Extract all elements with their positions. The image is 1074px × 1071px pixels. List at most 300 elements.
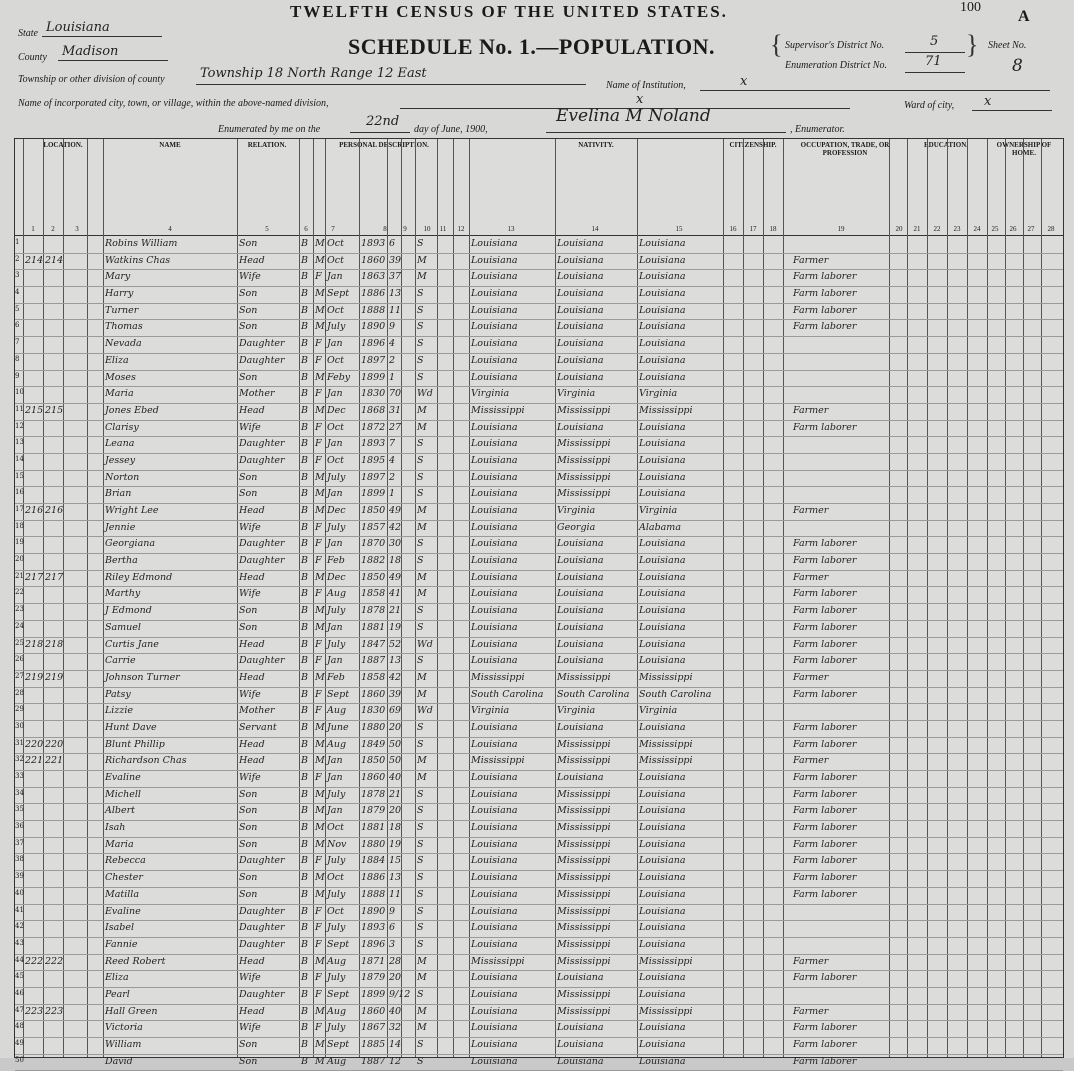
cell-name: Clarisy xyxy=(105,421,139,433)
cell-n: 47 xyxy=(15,1005,24,1014)
cell-mother: Louisiana xyxy=(639,922,686,934)
cell-n: 13 xyxy=(15,438,24,447)
cell-ms: S xyxy=(417,321,424,333)
cell-year: 1886 xyxy=(361,872,386,884)
cell-name: Evaline xyxy=(105,905,141,917)
cell-fam: 214 xyxy=(45,254,64,266)
cell-mother: Louisiana xyxy=(639,872,686,884)
township-label: Township or other division of county xyxy=(18,74,165,85)
cell-month: Jan xyxy=(327,755,343,767)
cell-father: Louisiana xyxy=(557,621,604,633)
cell-month: Aug xyxy=(327,705,347,717)
cell-age: 6 xyxy=(389,922,396,934)
colnum: 13 xyxy=(507,225,515,233)
cell-sex: F xyxy=(315,388,322,400)
cell-sex: F xyxy=(315,655,322,667)
cell-mother: Louisiana xyxy=(639,938,686,950)
cell-ms: S xyxy=(417,438,424,450)
table-row xyxy=(15,905,1063,922)
cell-month: Oct xyxy=(327,905,344,917)
cell-occ: Farm laborer xyxy=(793,538,857,550)
cell-color: B xyxy=(301,688,308,700)
cell-color: B xyxy=(301,938,308,950)
cell-rel: Servant xyxy=(239,721,277,733)
cell-month: July xyxy=(327,521,346,533)
cell-sex: M xyxy=(315,471,325,483)
cell-occ: Farm laborer xyxy=(793,972,857,984)
cell-sex: M xyxy=(315,605,325,617)
cell-mother: Louisiana xyxy=(639,855,686,867)
table-row xyxy=(15,771,1063,788)
cell-birth: Louisiana xyxy=(471,938,518,950)
enumerated-label-2: day of June, 1900, xyxy=(414,124,488,135)
cell-sex: M xyxy=(315,755,325,767)
cell-name: Patsy xyxy=(105,688,131,700)
cell-year: 1879 xyxy=(361,805,386,817)
cell-year: 1888 xyxy=(361,304,386,316)
cell-mother: Louisiana xyxy=(639,588,686,600)
cell-birth: Louisiana xyxy=(471,421,518,433)
cell-name: Georgiana xyxy=(105,538,156,550)
table-row xyxy=(15,804,1063,821)
cell-n: 45 xyxy=(15,972,24,981)
table-row xyxy=(15,454,1063,471)
cell-sex: F xyxy=(315,772,322,783)
colnum: 15 xyxy=(675,225,683,233)
cell-father: Louisiana xyxy=(557,655,604,667)
cell-occ: Farmer xyxy=(793,505,829,516)
cell-ms: M xyxy=(417,955,427,967)
cell-month: Feb xyxy=(327,671,345,683)
cell-father: Louisiana xyxy=(557,304,604,316)
cell-occ: Farm laborer xyxy=(793,588,857,600)
cell-father: Louisiana xyxy=(557,321,604,333)
cell-birth: Louisiana xyxy=(471,471,518,483)
cell-rel: Son xyxy=(239,788,258,800)
cell-year: 1858 xyxy=(361,588,386,600)
table-row xyxy=(15,654,1063,671)
cell-mother: Louisiana xyxy=(639,988,686,1000)
cell-birth: Louisiana xyxy=(471,822,518,834)
cell-father: Louisiana xyxy=(557,772,604,783)
sheet-value: 8 xyxy=(1012,56,1023,76)
cell-color: B xyxy=(301,972,308,984)
cell-sex: F xyxy=(315,538,322,550)
cell-ms: S xyxy=(417,838,424,850)
cell-ms: S xyxy=(417,922,424,934)
cell-father: Louisiana xyxy=(557,605,604,617)
cell-year: 1880 xyxy=(361,838,386,850)
cell-occ: Farm laborer xyxy=(793,855,857,867)
cell-rel: Head xyxy=(239,755,265,767)
table-row xyxy=(15,938,1063,955)
cell-age: 9/12 xyxy=(389,988,411,1000)
cell-father: Mississippi xyxy=(557,955,611,967)
cell-n: 15 xyxy=(15,471,24,480)
cell-color: B xyxy=(301,454,308,466)
cell-sex: F xyxy=(315,1022,322,1034)
cell-name: Leana xyxy=(105,438,135,450)
cell-sex: M xyxy=(315,888,325,900)
cell-dw: 214 xyxy=(25,254,44,266)
table-row xyxy=(15,287,1063,304)
cell-birth: Louisiana xyxy=(471,838,518,850)
cell-father: South Carolina xyxy=(557,688,630,700)
cell-age: 13 xyxy=(389,288,402,300)
cell-occ: Farm laborer xyxy=(793,1039,857,1050)
cell-mother: Louisiana xyxy=(639,488,686,500)
cell-mother: Louisiana xyxy=(639,471,686,483)
cell-sex: F xyxy=(315,905,322,917)
cell-age: 52 xyxy=(389,638,402,650)
cell-month: Oct xyxy=(327,354,344,366)
cell-year: 1886 xyxy=(361,288,386,300)
cell-color: B xyxy=(301,838,308,850)
cell-year: 1860 xyxy=(361,772,386,783)
cell-age: 70 xyxy=(389,388,402,400)
cell-sex: M xyxy=(315,805,325,817)
cell-ms: M xyxy=(417,271,427,283)
institution-label: Name of Institution, xyxy=(606,80,686,91)
cell-name: Samuel xyxy=(105,621,141,633)
table-header xyxy=(15,139,1063,236)
cell-name: Robins William xyxy=(105,238,178,249)
cell-color: B xyxy=(301,238,308,249)
enumerated-day: 22nd xyxy=(366,114,400,129)
cell-age: 4 xyxy=(389,338,396,350)
cell-fam: 222 xyxy=(45,955,64,967)
state-label: State xyxy=(18,28,38,39)
supervisor-underline xyxy=(905,52,965,53)
cell-occ: Farm laborer xyxy=(793,271,857,283)
cell-rel: Wife xyxy=(239,772,261,783)
cell-rel: Daughter xyxy=(239,988,285,1000)
cell-month: Jan xyxy=(327,388,343,400)
cell-age: 19 xyxy=(389,838,402,850)
cell-year: 1878 xyxy=(361,788,386,800)
cell-mother: Louisiana xyxy=(639,371,686,383)
cell-color: B xyxy=(301,671,308,683)
cell-birth: Louisiana xyxy=(471,972,518,984)
county-label: County xyxy=(18,52,47,63)
cell-color: B xyxy=(301,288,308,300)
cell-year: 1896 xyxy=(361,338,386,350)
cell-age: 1 xyxy=(389,488,396,500)
enumeration-value: 71 xyxy=(925,54,942,69)
cell-month: July xyxy=(327,605,346,617)
cell-year: 1878 xyxy=(361,605,386,617)
cell-name: Isah xyxy=(105,822,126,834)
cell-sex: M xyxy=(315,788,325,800)
cell-birth: Louisiana xyxy=(471,805,518,817)
group-personal: PERSONAL DESCRIPTION. xyxy=(339,141,429,149)
table-body xyxy=(15,237,1063,1071)
table-row xyxy=(15,487,1063,504)
cell-father: Virginia xyxy=(557,505,596,516)
cell-dw: 221 xyxy=(25,755,44,767)
cell-year: 1867 xyxy=(361,1022,386,1034)
cell-occ: Farm laborer xyxy=(793,321,857,333)
cell-age: 18 xyxy=(389,822,402,834)
cell-n: 48 xyxy=(15,1022,24,1031)
cell-occ: Farmer xyxy=(793,254,829,266)
cell-name: Matilla xyxy=(105,888,139,900)
table-row xyxy=(15,320,1063,337)
cell-birth: Louisiana xyxy=(471,772,518,783)
cell-birth: Louisiana xyxy=(471,1055,518,1067)
cell-name: William xyxy=(105,1039,142,1050)
township-underline xyxy=(196,84,586,85)
cell-color: B xyxy=(301,1005,308,1017)
enumerated-day-underline xyxy=(350,132,410,133)
cell-occ: Farm laborer xyxy=(793,772,857,783)
cell-color: B xyxy=(301,588,308,600)
colnum: 16 xyxy=(729,225,737,233)
table-row xyxy=(15,788,1063,805)
cell-ms: M xyxy=(417,972,427,984)
cell-sex: M xyxy=(315,404,325,416)
cell-dw: 223 xyxy=(25,1005,44,1017)
cell-color: B xyxy=(301,872,308,884)
cell-name: Richardson Chas xyxy=(105,755,187,767)
cell-sex: M xyxy=(315,955,325,967)
cell-birth: Louisiana xyxy=(471,588,518,600)
cell-year: 1899 xyxy=(361,371,386,383)
cell-occ: Farm laborer xyxy=(793,688,857,700)
cell-ms: S xyxy=(417,738,424,750)
cell-rel: Daughter xyxy=(239,354,285,366)
cell-month: Aug xyxy=(327,1005,347,1017)
cell-ms: S xyxy=(417,805,424,817)
cell-n: 29 xyxy=(15,705,24,714)
cell-month: Jan xyxy=(327,338,343,350)
cell-age: 42 xyxy=(389,671,402,683)
cell-age: 9 xyxy=(389,321,396,333)
cell-mother: Louisiana xyxy=(639,338,686,350)
cell-n: 23 xyxy=(15,605,24,614)
cell-name: David xyxy=(105,1055,133,1067)
cell-year: 1893 xyxy=(361,438,386,450)
cell-occ: Farm laborer xyxy=(793,822,857,834)
cell-color: B xyxy=(301,254,308,266)
cell-mother: Mississippi xyxy=(639,404,693,416)
cell-rel: Mother xyxy=(239,705,275,717)
cell-birth: Louisiana xyxy=(471,371,518,383)
colnum: 21 xyxy=(913,225,921,233)
cell-age: 39 xyxy=(389,254,402,266)
cell-father: Louisiana xyxy=(557,972,604,984)
cell-birth: Louisiana xyxy=(471,438,518,450)
cell-age: 32 xyxy=(389,1022,402,1034)
cell-rel: Wife xyxy=(239,521,261,533)
colnum: 3 xyxy=(75,225,79,233)
cell-name: Evaline xyxy=(105,772,141,783)
cell-color: B xyxy=(301,755,308,767)
cell-occ: Farm laborer xyxy=(793,555,857,567)
cell-color: B xyxy=(301,321,308,333)
table-row xyxy=(15,387,1063,404)
cell-birth: Louisiana xyxy=(471,271,518,283)
cell-father: Louisiana xyxy=(557,421,604,433)
cell-month: July xyxy=(327,972,346,984)
cell-rel: Son xyxy=(239,888,258,900)
cell-occ: Farm laborer xyxy=(793,805,857,817)
table-row xyxy=(15,587,1063,604)
cell-mother: Louisiana xyxy=(639,438,686,450)
cell-ms: M xyxy=(417,505,427,516)
cell-birth: Louisiana xyxy=(471,521,518,533)
cell-age: 15 xyxy=(389,855,402,867)
cell-father: Mississippi xyxy=(557,738,611,750)
cell-mother: Louisiana xyxy=(639,805,686,817)
cell-ms: S xyxy=(417,555,424,567)
cell-month: Jan xyxy=(327,655,343,667)
cell-mother: Louisiana xyxy=(639,271,686,283)
cell-n: 2 xyxy=(15,254,20,263)
cell-mother: South Carolina xyxy=(639,688,712,700)
cell-mother: Louisiana xyxy=(639,655,686,667)
cell-month: Jan xyxy=(327,772,343,783)
cell-age: 69 xyxy=(389,705,402,717)
cell-rel: Wife xyxy=(239,588,261,600)
cell-month: Sept xyxy=(327,288,350,300)
cell-father: Mississippi xyxy=(557,471,611,483)
cell-ms: S xyxy=(417,1055,424,1067)
cell-father: Louisiana xyxy=(557,271,604,283)
cell-month: July xyxy=(327,1022,346,1034)
cell-name: Mary xyxy=(105,271,131,283)
cell-birth: Mississippi xyxy=(471,755,525,767)
cell-year: 1871 xyxy=(361,955,386,967)
cell-rel: Son xyxy=(239,321,258,333)
cell-age: 49 xyxy=(389,571,402,583)
cell-birth: Louisiana xyxy=(471,538,518,550)
schedule-title: SCHEDULE No. 1.—POPULATION. xyxy=(348,34,715,59)
cell-age: 39 xyxy=(389,688,402,700)
enumerator-underline xyxy=(546,132,786,133)
colnum: 27 xyxy=(1027,225,1035,233)
colnum: 22 xyxy=(933,225,941,233)
cell-rel: Son xyxy=(239,238,258,249)
cell-ms: Wd xyxy=(417,388,433,400)
cell-name: Carrie xyxy=(105,655,136,667)
cell-color: B xyxy=(301,788,308,800)
cell-year: 1868 xyxy=(361,404,386,416)
cell-mother: Louisiana xyxy=(639,321,686,333)
cell-color: B xyxy=(301,371,308,383)
cell-birth: Louisiana xyxy=(471,354,518,366)
cell-sex: F xyxy=(315,555,322,567)
cell-age: 20 xyxy=(389,721,402,733)
cell-sex: F xyxy=(315,855,322,867)
cell-color: B xyxy=(301,488,308,500)
city-label: Name of incorporated city, town, or village, within the above-named division, xyxy=(18,98,329,109)
cell-color: B xyxy=(301,404,308,416)
cell-ms: S xyxy=(417,855,424,867)
table-row xyxy=(15,971,1063,988)
cell-age: 12 xyxy=(389,1055,402,1067)
cell-dw: 216 xyxy=(25,505,44,516)
cell-rel: Daughter xyxy=(239,555,285,567)
cell-month: Aug xyxy=(327,738,347,750)
cell-year: 1896 xyxy=(361,938,386,950)
cell-rel: Daughter xyxy=(239,855,285,867)
cell-n: 34 xyxy=(15,788,24,797)
cell-occ: Farm laborer xyxy=(793,638,857,650)
cell-ms: S xyxy=(417,304,424,316)
cell-sex: M xyxy=(315,1055,325,1067)
ward-underline xyxy=(972,110,1052,111)
cell-name: Jennie xyxy=(105,521,136,533)
cell-rel: Head xyxy=(239,738,265,750)
group-citizenship: CITIZENSHIP. xyxy=(729,141,777,149)
cell-color: B xyxy=(301,505,308,516)
cell-name: Wright Lee xyxy=(105,505,159,516)
cell-mother: Louisiana xyxy=(639,454,686,466)
cell-mother: Louisiana xyxy=(639,555,686,567)
cell-occ: Farmer xyxy=(793,404,829,416)
cell-year: 1881 xyxy=(361,621,386,633)
cell-occ: Farmer xyxy=(793,955,829,967)
cell-ms: S xyxy=(417,338,424,350)
cell-month: Oct xyxy=(327,822,344,834)
cell-sex: M xyxy=(315,304,325,316)
cell-dw: 222 xyxy=(25,955,44,967)
cell-color: B xyxy=(301,438,308,450)
cell-n: 21 xyxy=(15,571,24,580)
cell-color: B xyxy=(301,855,308,867)
colnum: 6 xyxy=(304,225,308,233)
cell-father: Mississippi xyxy=(557,855,611,867)
cell-year: 1893 xyxy=(361,238,386,249)
cell-year: 1887 xyxy=(361,1055,386,1067)
cell-sex: M xyxy=(315,671,325,683)
population-table xyxy=(14,138,1064,1067)
cell-father: Mississippi xyxy=(557,888,611,900)
cell-rel: Daughter xyxy=(239,338,285,350)
cell-color: B xyxy=(301,805,308,817)
cell-birth: Louisiana xyxy=(471,872,518,884)
table-row xyxy=(15,721,1063,738)
cell-name: Albert xyxy=(105,805,135,817)
colnum: 7 xyxy=(331,225,335,233)
cell-month: Feb xyxy=(327,555,345,567)
cell-n: 3 xyxy=(15,271,20,280)
cell-age: 50 xyxy=(389,755,402,767)
cell-name: Marthy xyxy=(105,588,141,600)
cell-name: Jones Ebed xyxy=(105,404,159,416)
group-ownership: OWNERSHIP OF HOME. xyxy=(996,141,1052,157)
table-row xyxy=(15,621,1063,638)
cell-ms: M xyxy=(417,404,427,416)
cell-rel: Daughter xyxy=(239,938,285,950)
cell-year: 1890 xyxy=(361,905,386,917)
table-row xyxy=(15,571,1063,588)
cell-n: 7 xyxy=(15,338,20,347)
cell-ms: S xyxy=(417,621,424,633)
cell-rel: Son xyxy=(239,488,258,500)
cell-month: July xyxy=(327,471,346,483)
table-row xyxy=(15,1055,1063,1071)
cell-month: Nov xyxy=(327,838,347,850)
cell-father: Louisiana xyxy=(557,338,604,350)
cell-ms: S xyxy=(417,371,424,383)
table-row xyxy=(15,554,1063,571)
cell-ms: S xyxy=(417,988,424,1000)
cell-age: 18 xyxy=(389,555,402,567)
cell-birth: Virginia xyxy=(471,705,510,717)
table-row xyxy=(15,821,1063,838)
